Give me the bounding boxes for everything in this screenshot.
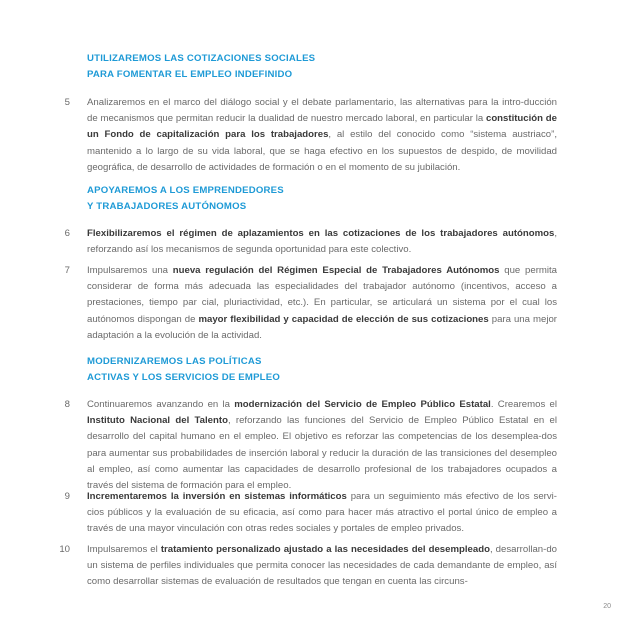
bold-text-run: mayor flexibilidad y capacidad de elección de sus cotizaciones: [198, 313, 489, 325]
text-run: , desarrollan-do un sistema de perfiles individuales que permita conocer las necesidades de cada demandante de empleo, así como desarrollar sistemas de evaluación de resultados que tengan en cuenta las circuns-: [87, 544, 557, 588]
section-heading-line: UTILIZAREMOS LAS COTIZACIONES SOCIALES: [87, 53, 316, 64]
text-run: para una mejor adaptación a la evolución de la actividad.: [87, 313, 557, 341]
text-run: Impulsaremos una: [87, 265, 173, 276]
item-text: [87, 226, 557, 258]
text-run: . Crearemos el: [490, 399, 557, 410]
section-heading-line: PARA FOMENTAR EL EMPLEO INDEFINIDO: [87, 69, 293, 80]
text-run: , reforzando las funciones del Servicio de Empleo Público Estatal en el desarrollo del capital humano en el empleo. El objetivo es reforzar las competencias de los desemplea-dos para aumentar sus probabilidades de inserción laboral y reducir la duración de las transiciones del desempleo al empleo, así como aumentar las capacidades de desarrollo profesional de los trabajadores ocupados a través del sistema de formación para el empleo.: [87, 415, 557, 492]
bold-text-run: tratamiento personalizado ajustado a las necesidades del desempleado: [160, 544, 490, 555]
section-heading: [87, 354, 557, 386]
section-heading-line: ACTIVAS Y LOS SERVICIOS DE EMPLEO: [87, 372, 281, 383]
bold-text-run: Instituto Nacional del Talento: [87, 415, 228, 427]
bold-text-run: constitución de un Fondo de capitalización para los trabajadores: [87, 113, 557, 141]
item-number: 8: [64, 399, 70, 410]
section-heading: [87, 183, 557, 215]
text-run: Impulsaremos el: [87, 544, 161, 555]
item-number: 7: [64, 265, 70, 276]
item-text: [87, 489, 557, 538]
page-number: 20: [603, 603, 611, 610]
bold-text-run: nueva regulación del Régimen Especial de Trabajadores Autónomos: [172, 265, 500, 276]
text-run: para un seguimiento más efectivo de los servi-cios públicos y la evaluación de su eficacia, así como para hacer más atractivo el portal único de empleo a través de una mayor vinculación con otras redes sociales y portales de empleo privados.: [87, 491, 557, 535]
item-number: 6: [64, 228, 70, 239]
bold-text-run: modernización del Servicio de Empleo Público Estatal: [234, 399, 491, 410]
item-text: [87, 95, 557, 176]
section-heading-line: Y TRABAJADORES AUTÓNOMOS: [87, 201, 247, 212]
text-run: Continuaremos avanzando en la: [87, 399, 235, 410]
text-run: que permita considerar de forma más adecuada las especialidades del trabajador autónomo (incentivos, acceso a prestaciones, tiempo par cial, pluriactividad, etc.). En particular, se articulará un sistema por el cual los autónomos dispongan de: [87, 265, 558, 325]
section-heading: [87, 51, 557, 83]
text-run: , al estilo del conocido como “sistema austriaco”, mantenido a lo largo de su vida laboral, que se haga efectivo en los supuestos de despido, de movilidad geográfica, de desarrollo de actividades de formación o en el momento de su jubilación.: [87, 129, 557, 173]
section-heading-line: MODERNIZAREMOS LAS POLÍTICAS: [87, 356, 262, 367]
item-number: 5: [64, 97, 70, 108]
bold-text-run: Flexibilizaremos el régimen de aplazamientos en las cotizaciones de los trabajadores autónomos: [87, 228, 555, 239]
item-text: [87, 542, 557, 591]
item-text: [87, 397, 557, 494]
bold-text-run: Incrementaremos la inversión en sistemas informáticos: [87, 491, 347, 502]
section-heading-line: APOYAREMOS A LOS EMPRENDEDORES: [87, 185, 284, 196]
text-run: Analizaremos en el marco del diálogo social y el debate parlamentario, las alternativas para la intro-ducción de mecanismos que permitan reducir la dualidad de nuestro mercado laboral, en particular la: [87, 97, 557, 125]
item-number: 10: [59, 544, 70, 555]
item-text: [87, 263, 557, 344]
text-run: , reforzando así los mecanismos de segunda oportunidad para este colectivo.: [87, 228, 557, 256]
item-number: 9: [64, 491, 70, 502]
